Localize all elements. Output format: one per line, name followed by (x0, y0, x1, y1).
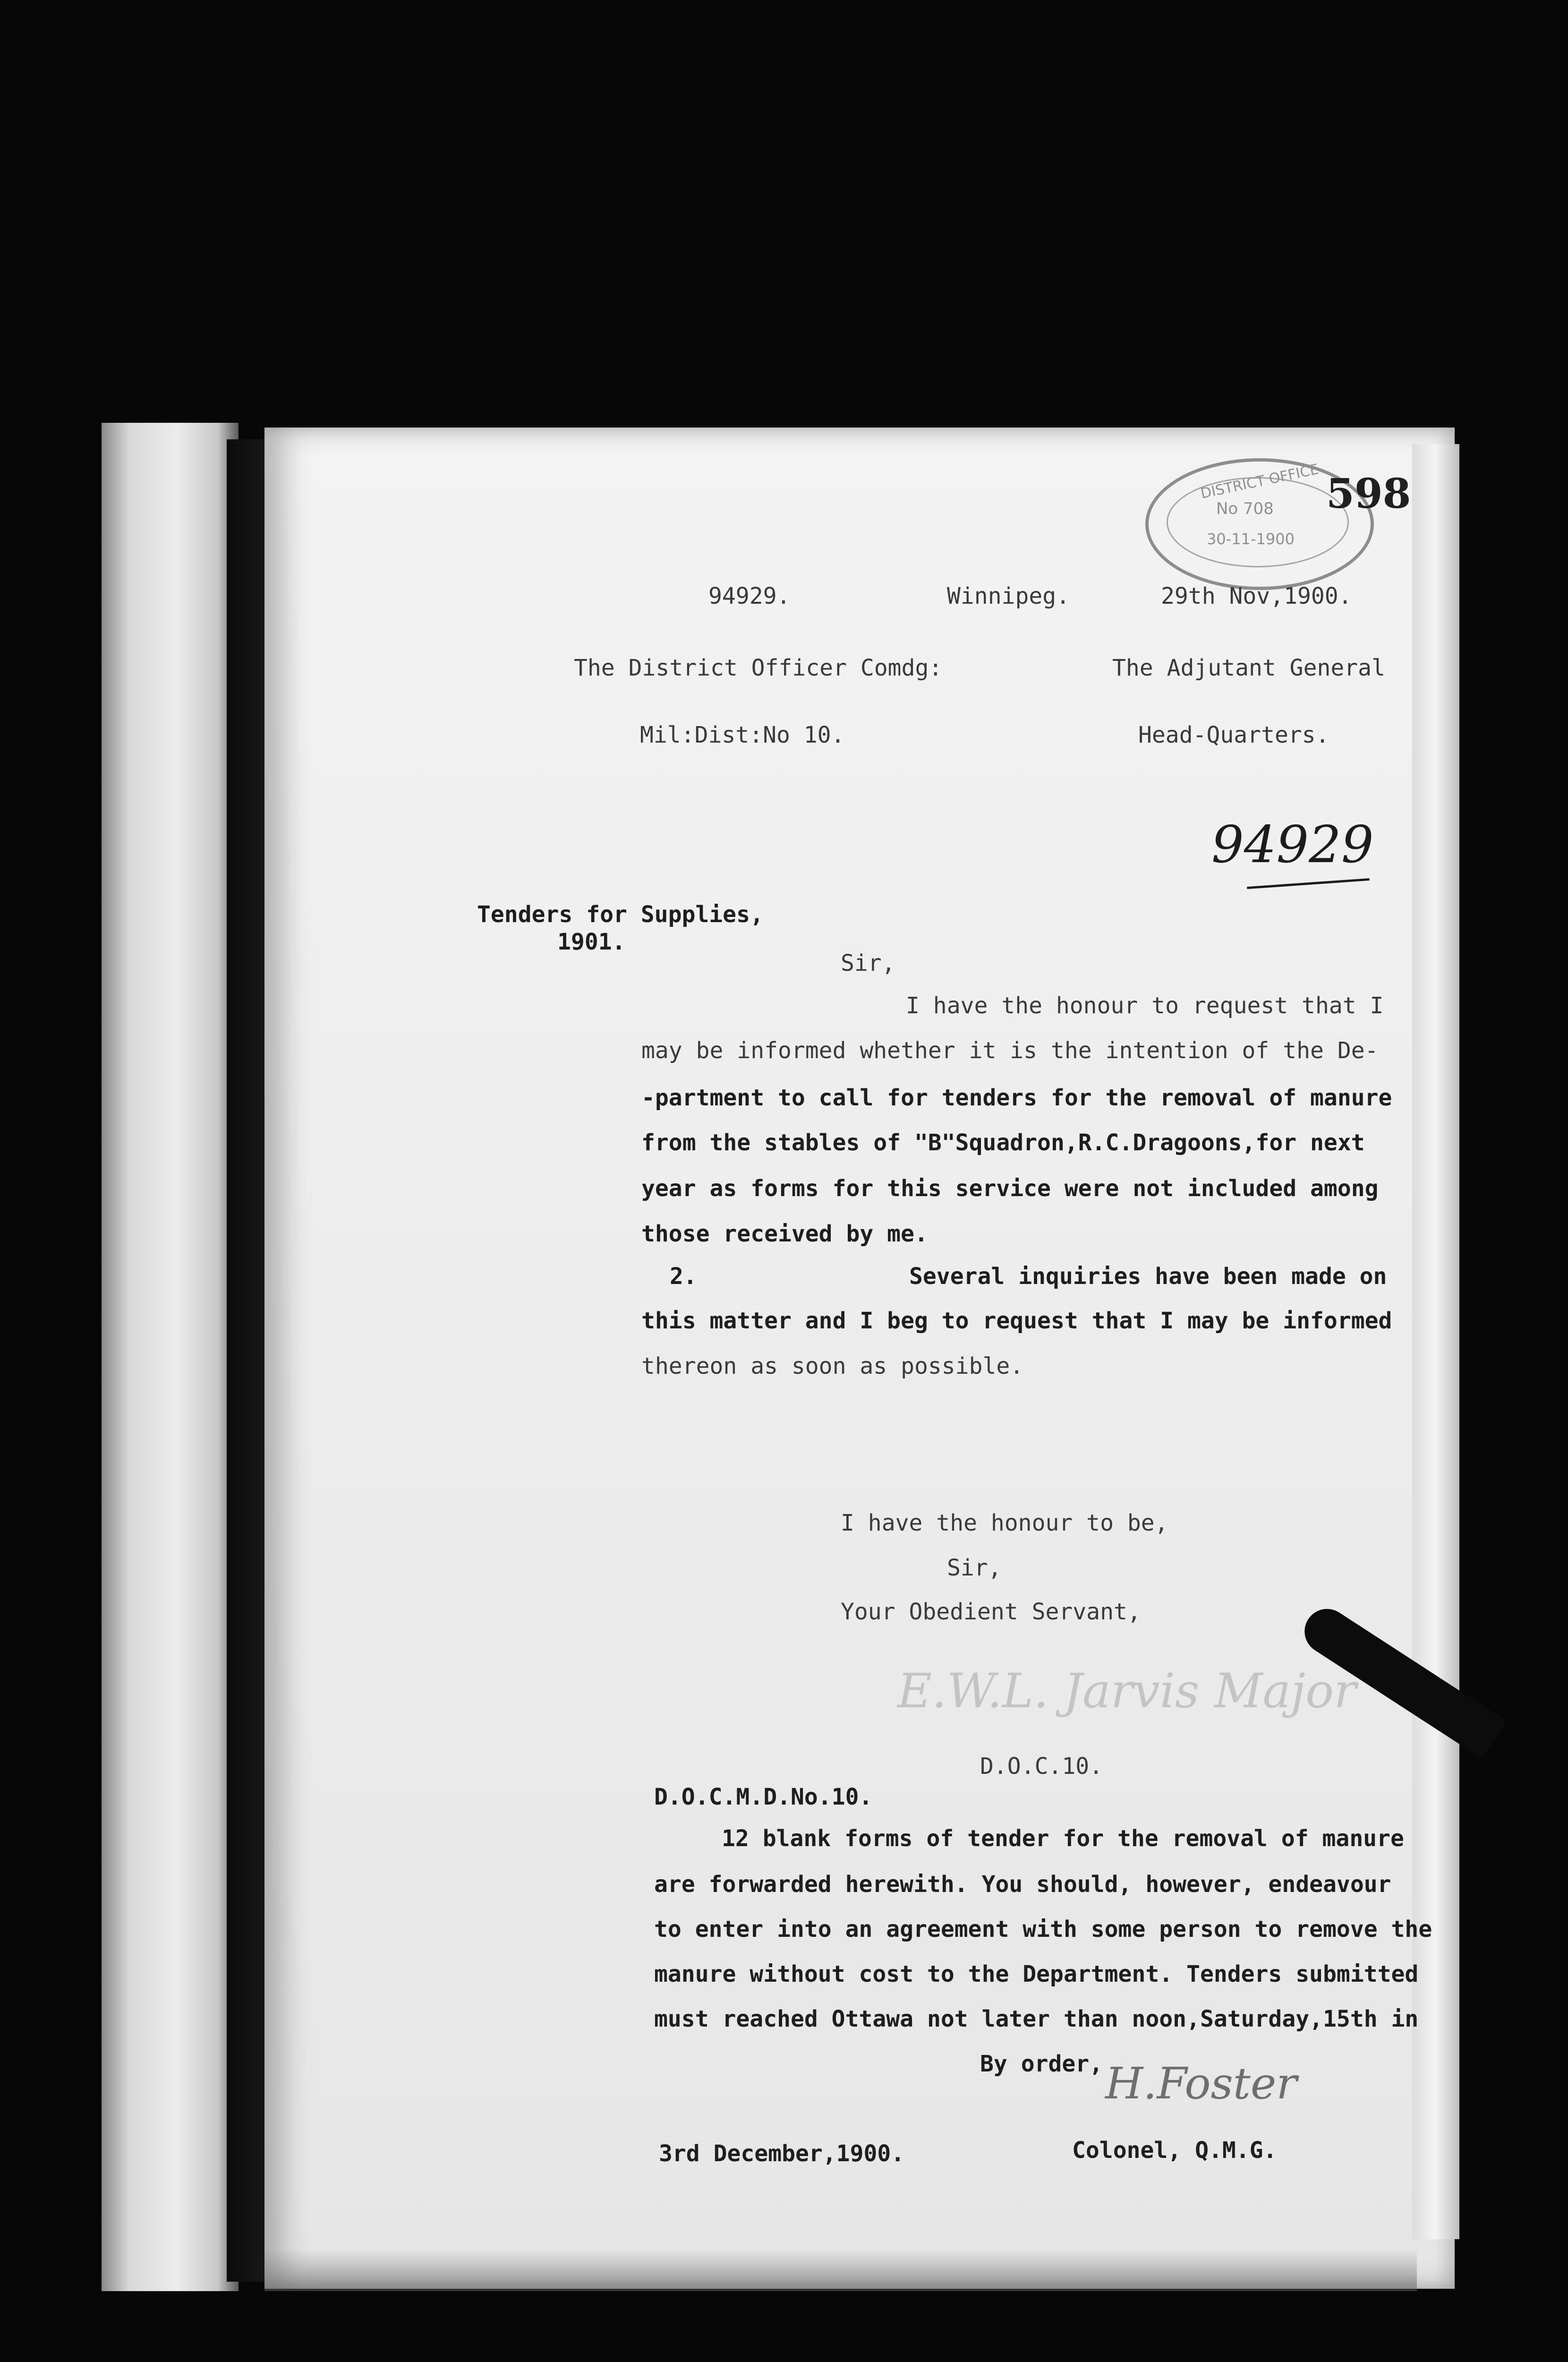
to-line-2: Head-Quarters. (1138, 722, 1329, 748)
closing-line-3: Your Obedient Servant, (841, 1599, 1141, 1625)
from-line-1: The District Officer Comdg: (574, 655, 943, 681)
reply-line-2: are forwarded herewith. You should, however, endeavour (654, 1871, 1391, 1898)
paragraph-2-number: 2. (670, 1263, 697, 1290)
left-fold-strip (102, 423, 239, 2291)
office-stamp-inner-ring (1167, 477, 1349, 567)
stamp-text-date: 30-11-1900 (1207, 530, 1295, 548)
handwritten-reference: 94929 (1211, 815, 1374, 874)
from-line-2: Mil:Dist:No 10. (640, 722, 845, 748)
paragraph-2-line-2: this matter and I beg to request that I may be informed (641, 1308, 1392, 1334)
letter-number: 94929. (708, 583, 791, 609)
stamp-text-number: No 708 (1216, 499, 1274, 518)
reply-line-5: must reached Ottawa not later than noon,Saturday,15th in (654, 2006, 1419, 2032)
to-line-1: The Adjutant General (1112, 655, 1385, 681)
stamp-text-office: DISTRICT OFFICE (1199, 461, 1321, 503)
reply-signature: H.Foster (1105, 2058, 1297, 2109)
reply-heading: D.O.C.M.D.No.10. (654, 1784, 873, 1810)
page-bottom-shadow (264, 2249, 1417, 2291)
letter-date: 29th Nov,1900. (1161, 583, 1352, 609)
body-line-5: year as forms for this service were not included among (641, 1175, 1379, 1202)
signatory-title: Colonel, Q.M.G. (1072, 2137, 1277, 2164)
closing-line-2: Sir, (947, 1555, 1002, 1581)
page-number: 598 (1326, 470, 1411, 518)
paragraph-2-line-1: Several inquiries have been made on (909, 1263, 1387, 1290)
body-line-2: may be informed whether it is the intention of the De- (641, 1037, 1379, 1064)
reply-line-4: manure without cost to the Department. Tenders submitted (654, 1961, 1419, 1987)
closing-line-1: I have the honour to be, (841, 1510, 1168, 1536)
body-line-1: I have the honour to request that I (906, 993, 1384, 1019)
body-line-3: -partment to call for tenders for the removal of manure (641, 1085, 1392, 1111)
signature-title: D.O.C.10. (980, 1753, 1103, 1780)
subject-line-2: 1901. (557, 929, 626, 955)
letter-signature: E.W.L. Jarvis Major (897, 1663, 1356, 1719)
reply-line-3: to enter into an agreement with some person to remove the (654, 1916, 1432, 1943)
body-line-4: from the stables of "B"Squadron,R.C.Dragoons,for next (641, 1130, 1365, 1156)
body-line-6: those received by me. (641, 1221, 928, 1247)
salutation: Sir, (841, 950, 895, 976)
by-order: By order, (980, 2051, 1103, 2077)
reply-line-1: 12 blank forms of tender for the removal of manure (722, 1825, 1404, 1852)
subject-line-1: Tenders for Supplies, (477, 901, 764, 928)
page-right-edge (1412, 444, 1459, 2239)
reply-date: 3rd December,1900. (659, 2140, 905, 2167)
paragraph-2-line-3: thereon as soon as possible. (641, 1353, 1024, 1379)
letter-place: Winnipeg. (947, 583, 1070, 609)
